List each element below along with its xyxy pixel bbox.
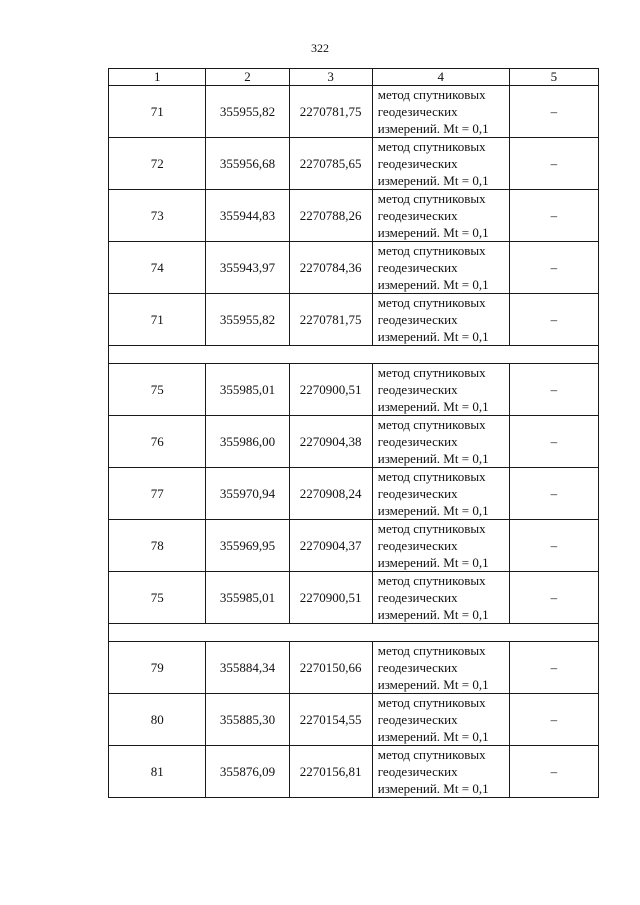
method-line-3: измерений. Mt = 0,1 bbox=[377, 121, 489, 136]
method-cell bbox=[372, 520, 509, 572]
method-line-1: метод спутниковых bbox=[377, 191, 486, 206]
header-cell-1: 1 bbox=[109, 69, 206, 86]
coordinate-x: 355970,94 bbox=[206, 468, 289, 520]
header-cell-5: 5 bbox=[509, 69, 598, 86]
notes-cell bbox=[509, 190, 598, 242]
method-line-3: измерений. Mt = 0,1 bbox=[377, 277, 489, 292]
method-line-1: метод спутниковых bbox=[377, 243, 486, 258]
separator-row bbox=[109, 624, 599, 642]
dash-mark: – bbox=[550, 381, 558, 397]
method-cell bbox=[372, 86, 509, 138]
coordinate-x: 355986,00 bbox=[206, 416, 289, 468]
page-number: 322 bbox=[311, 41, 329, 55]
method-line-2: геодезических bbox=[377, 312, 458, 327]
method-cell bbox=[372, 242, 509, 294]
method-line-1: метод спутниковых bbox=[377, 87, 486, 102]
coordinate-x: 355955,82 bbox=[206, 86, 289, 138]
method-cell bbox=[372, 416, 509, 468]
notes-cell bbox=[509, 572, 598, 624]
table-row bbox=[109, 416, 599, 468]
coordinate-x: 355985,01 bbox=[206, 364, 289, 416]
method-cell bbox=[372, 190, 509, 242]
dash-mark: – bbox=[550, 659, 558, 675]
method-line-2: геодезических bbox=[377, 208, 458, 223]
coordinate-x: 355884,34 bbox=[206, 642, 289, 694]
table-row bbox=[109, 694, 599, 746]
coordinate-x: 355885,30 bbox=[206, 694, 289, 746]
method-line-3: измерений. Mt = 0,1 bbox=[377, 555, 489, 570]
notes-cell bbox=[509, 294, 598, 346]
method-cell bbox=[372, 572, 509, 624]
dash-mark: – bbox=[550, 763, 558, 779]
method-line-1: метод спутниковых bbox=[377, 747, 486, 762]
table-row bbox=[109, 746, 599, 798]
coordinate-y: 2270900,51 bbox=[289, 572, 372, 624]
dash-mark: – bbox=[550, 311, 558, 327]
dash-mark: – bbox=[550, 433, 558, 449]
coordinate-y: 2270781,75 bbox=[289, 294, 372, 346]
method-line-2: геодезических bbox=[377, 660, 458, 675]
notes-cell bbox=[509, 520, 598, 572]
method-line-1: метод спутниковых bbox=[377, 365, 486, 380]
point-number: 72 bbox=[109, 138, 206, 190]
coordinate-x: 355876,09 bbox=[206, 746, 289, 798]
point-number: 71 bbox=[109, 86, 206, 138]
method-line-2: геодезических bbox=[377, 156, 458, 171]
method-cell bbox=[372, 294, 509, 346]
separator-row bbox=[109, 346, 599, 364]
method-cell bbox=[372, 468, 509, 520]
table-row bbox=[109, 294, 599, 346]
table-row bbox=[109, 520, 599, 572]
notes-cell bbox=[509, 416, 598, 468]
header-cell-3: 3 bbox=[289, 69, 372, 86]
coordinate-x: 355943,97 bbox=[206, 242, 289, 294]
method-line-1: метод спутниковых bbox=[377, 643, 486, 658]
table-row bbox=[109, 572, 599, 624]
coordinate-y: 2270904,38 bbox=[289, 416, 372, 468]
method-line-1: метод спутниковых bbox=[377, 695, 486, 710]
notes-cell bbox=[509, 746, 598, 798]
point-number: 75 bbox=[109, 364, 206, 416]
table-row bbox=[109, 138, 599, 190]
coordinate-y: 2270904,37 bbox=[289, 520, 372, 572]
method-line-3: измерений. Mt = 0,1 bbox=[377, 677, 489, 692]
method-line-1: метод спутниковых bbox=[377, 469, 486, 484]
coordinate-y: 2270781,75 bbox=[289, 86, 372, 138]
dash-mark: – bbox=[550, 711, 558, 727]
method-line-2: геодезических bbox=[377, 382, 458, 397]
method-line-3: измерений. Mt = 0,1 bbox=[377, 607, 489, 622]
dash-mark: – bbox=[550, 155, 558, 171]
point-number: 80 bbox=[109, 694, 206, 746]
notes-cell bbox=[509, 86, 598, 138]
coordinate-y: 2270908,24 bbox=[289, 468, 372, 520]
notes-cell bbox=[509, 138, 598, 190]
method-line-1: метод спутниковых bbox=[377, 417, 486, 432]
method-line-2: геодезических bbox=[377, 104, 458, 119]
coordinate-y: 2270785,65 bbox=[289, 138, 372, 190]
method-line-1: метод спутниковых bbox=[377, 139, 486, 154]
dash-mark: – bbox=[550, 485, 558, 501]
point-number: 71 bbox=[109, 294, 206, 346]
method-line-1: метод спутниковых bbox=[377, 521, 486, 536]
method-line-1: метод спутниковых bbox=[377, 573, 486, 588]
method-line-3: измерений. Mt = 0,1 bbox=[377, 225, 489, 240]
table-row bbox=[109, 468, 599, 520]
coordinate-y: 2270156,81 bbox=[289, 746, 372, 798]
coordinates-table bbox=[108, 68, 599, 798]
method-line-1: метод спутниковых bbox=[377, 295, 486, 310]
point-number: 75 bbox=[109, 572, 206, 624]
method-line-3: измерений. Mt = 0,1 bbox=[377, 329, 489, 344]
notes-cell bbox=[509, 694, 598, 746]
method-line-3: измерений. Mt = 0,1 bbox=[377, 399, 489, 414]
dash-mark: – bbox=[550, 537, 558, 553]
table-body bbox=[109, 69, 599, 798]
header-cell-2: 2 bbox=[206, 69, 289, 86]
point-number: 79 bbox=[109, 642, 206, 694]
header-cell-4: 4 bbox=[372, 69, 509, 86]
coordinate-y: 2270784,36 bbox=[289, 242, 372, 294]
coordinate-y: 2270900,51 bbox=[289, 364, 372, 416]
dash-mark: – bbox=[550, 259, 558, 275]
point-number: 73 bbox=[109, 190, 206, 242]
point-number: 74 bbox=[109, 242, 206, 294]
table-row bbox=[109, 642, 599, 694]
method-line-2: геодезических bbox=[377, 590, 458, 605]
coordinate-y: 2270788,26 bbox=[289, 190, 372, 242]
method-line-3: измерений. Mt = 0,1 bbox=[377, 173, 489, 188]
table-row bbox=[109, 242, 599, 294]
separator-cell bbox=[109, 624, 599, 642]
method-line-3: измерений. Mt = 0,1 bbox=[377, 781, 489, 796]
coordinate-y: 2270154,55 bbox=[289, 694, 372, 746]
method-cell bbox=[372, 694, 509, 746]
method-cell bbox=[372, 138, 509, 190]
coordinate-y: 2270150,66 bbox=[289, 642, 372, 694]
method-line-3: измерений. Mt = 0,1 bbox=[377, 503, 489, 518]
point-number: 77 bbox=[109, 468, 206, 520]
coordinate-x: 355985,01 bbox=[206, 572, 289, 624]
notes-cell bbox=[509, 242, 598, 294]
coordinate-x: 355956,68 bbox=[206, 138, 289, 190]
table-row bbox=[109, 364, 599, 416]
method-line-2: геодезических bbox=[377, 538, 458, 553]
notes-cell bbox=[509, 468, 598, 520]
dash-mark: – bbox=[550, 207, 558, 223]
table-row bbox=[109, 190, 599, 242]
method-cell bbox=[372, 746, 509, 798]
coordinate-x: 355969,95 bbox=[206, 520, 289, 572]
point-number: 81 bbox=[109, 746, 206, 798]
table-row bbox=[109, 86, 599, 138]
method-line-3: измерений. Mt = 0,1 bbox=[377, 451, 489, 466]
notes-cell bbox=[509, 642, 598, 694]
separator-cell bbox=[109, 346, 599, 364]
method-line-2: геодезических bbox=[377, 764, 458, 779]
method-line-2: геодезических bbox=[377, 434, 458, 449]
dash-mark: – bbox=[550, 103, 558, 119]
method-line-2: геодезических bbox=[377, 712, 458, 727]
coordinate-x: 355944,83 bbox=[206, 190, 289, 242]
header-row bbox=[109, 69, 599, 86]
notes-cell bbox=[509, 364, 598, 416]
method-line-2: геодезических bbox=[377, 486, 458, 501]
point-number: 78 bbox=[109, 520, 206, 572]
method-cell bbox=[372, 364, 509, 416]
method-line-3: измерений. Mt = 0,1 bbox=[377, 729, 489, 744]
point-number: 76 bbox=[109, 416, 206, 468]
coordinate-x: 355955,82 bbox=[206, 294, 289, 346]
method-cell bbox=[372, 642, 509, 694]
dash-mark: – bbox=[550, 589, 558, 605]
method-line-2: геодезических bbox=[377, 260, 458, 275]
